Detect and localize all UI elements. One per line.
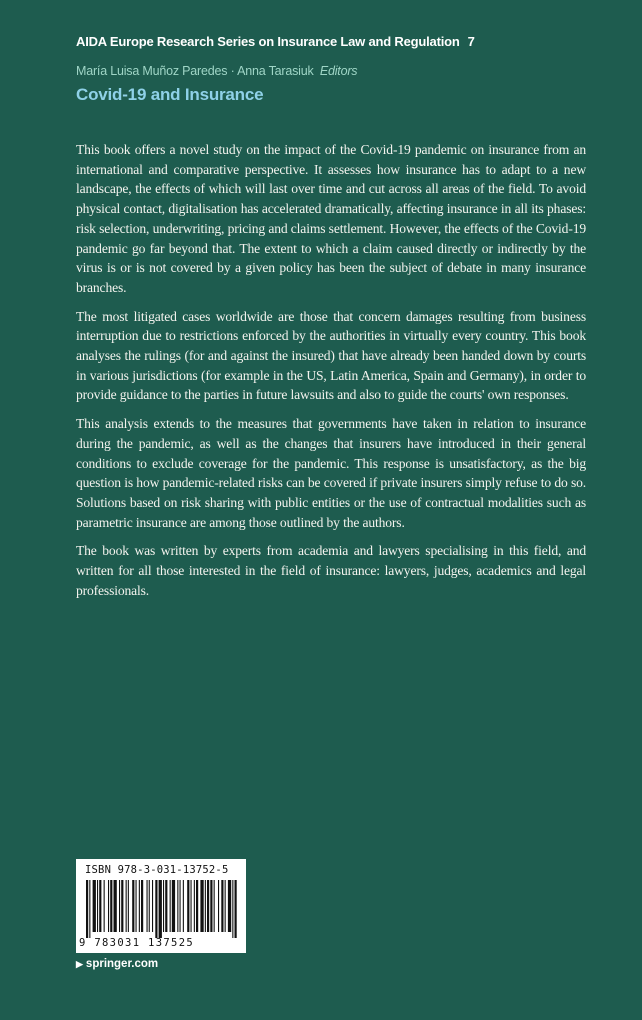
barcode-bar (110, 880, 112, 932)
barcode-bar (207, 880, 209, 932)
isbn-label: ISBN 978-3-031-13752-5 (85, 864, 229, 876)
barcode-bar (165, 880, 167, 932)
description-paragraph: This analysis extends to the measures that governments have taken in relation to insurance during the pandemic, as well as the changes that insurers have introduced in their general conditions to exclude coverage for the pandemic. This response is unsatisfactory, as the big question is how pandemic-related risks can be covered if private insurers simply refuse to do so. Solutions based on risk sharing with public entities or the use of contractual modalities such as parametric insurance are among those outlined by the authors. (76, 416, 586, 530)
barcode-bar (128, 880, 129, 932)
description-paragraph: The book was written by experts from academia and lawyers specialising in this field, and written for all those interested in the field of insurance: lawyers, judges, academics and legal professionals. (76, 543, 586, 598)
editors-names: María Luisa Muñoz Paredes · Anna Tarasiuk (76, 64, 314, 78)
barcode-bar (152, 880, 153, 932)
barcode-bar (210, 880, 212, 932)
barcode-bar (121, 880, 123, 932)
barcode-bar (114, 880, 117, 932)
description-paragraph: The most litigated cases worldwide are those that concern damages resulting from business interruption due to restrictions enforced by the authorities in virtually every country. This book analyses the rulings (for and against the insured) that have already been handed down by courts in various jurisdictions (for example in the US, Latin America, Spain and Germany), in order to provide guidance to the parties in future lawsuits and also to guide the courts' own responses. (76, 308, 586, 403)
barcode-bar (235, 880, 237, 938)
ean-digits: 9 783031 137525 (79, 937, 195, 949)
barcode-bar (104, 880, 105, 932)
barcode-bar (228, 880, 231, 932)
isbn-barcode (76, 859, 246, 953)
barcode-bar (119, 880, 120, 932)
barcode-bar (89, 880, 90, 938)
barcode-bar (200, 880, 203, 932)
barcode-bar (163, 880, 164, 932)
book-title: Covid-19 and Insurance (76, 85, 264, 104)
barcode-bar (155, 880, 157, 938)
barcode-bar (86, 880, 88, 938)
publisher-website: springer.com (85, 958, 159, 970)
barcode-bar (149, 880, 150, 932)
barcode-bar (136, 880, 137, 932)
barcode-bar (221, 880, 223, 932)
barcode-bar (172, 880, 175, 932)
barcode-bar (218, 880, 219, 932)
barcode-bar (177, 880, 178, 932)
barcode-bar (187, 880, 189, 932)
barcode-bar (147, 880, 148, 932)
barcode-bar (159, 880, 162, 938)
barcode-bar (232, 880, 233, 938)
barcode-bar (108, 880, 109, 932)
barcode-bar (132, 880, 134, 932)
barcode-bar (183, 880, 184, 932)
barcode-bar (139, 880, 140, 932)
series-title (76, 34, 475, 49)
barcode-bar (214, 880, 215, 932)
series-number: 7 (467, 34, 475, 49)
barcode-bar (225, 880, 226, 932)
barcode-bar (180, 880, 181, 932)
barcode-bar (126, 880, 127, 932)
barcode-bar (97, 880, 98, 932)
barcode-bar (99, 880, 101, 932)
triangle-right-icon: ▶ (76, 959, 83, 969)
editors-line (76, 64, 357, 78)
barcode-bar (170, 880, 171, 932)
editors-role: Editors (319, 64, 358, 78)
publisher-link[interactable] (76, 958, 158, 970)
barcode-bar (205, 880, 206, 932)
barcode-bars (82, 880, 240, 940)
barcode-bar (191, 880, 192, 932)
barcode-bar (196, 880, 198, 932)
book-description (76, 140, 586, 609)
description-paragraph: This book offers a novel study on the impact of the Covid-19 pandemic on insurance from an international and comparative perspective. It assesses how insurance has to adapt to a new landscape, the effects of which will last over time and cut across all areas of the field. To avoid physical contact, digitalisation has accelerated dramatically, affecting insurance in all its phases: risk selection, underwriting, pricing and claims settlement. However, the effects of the Covid-19 pandemic go far beyond that. The extent to which a claim caused directly or indirectly by the virus is or is not covered by a given policy has been the subject of debate in many insurance branches. (76, 142, 586, 295)
barcode-bar (141, 880, 143, 932)
barcode-bar (93, 880, 96, 932)
barcode-bar (194, 880, 195, 932)
series-title-text: AIDA Europe Research Series on Insurance Law and Regulation (76, 34, 460, 49)
